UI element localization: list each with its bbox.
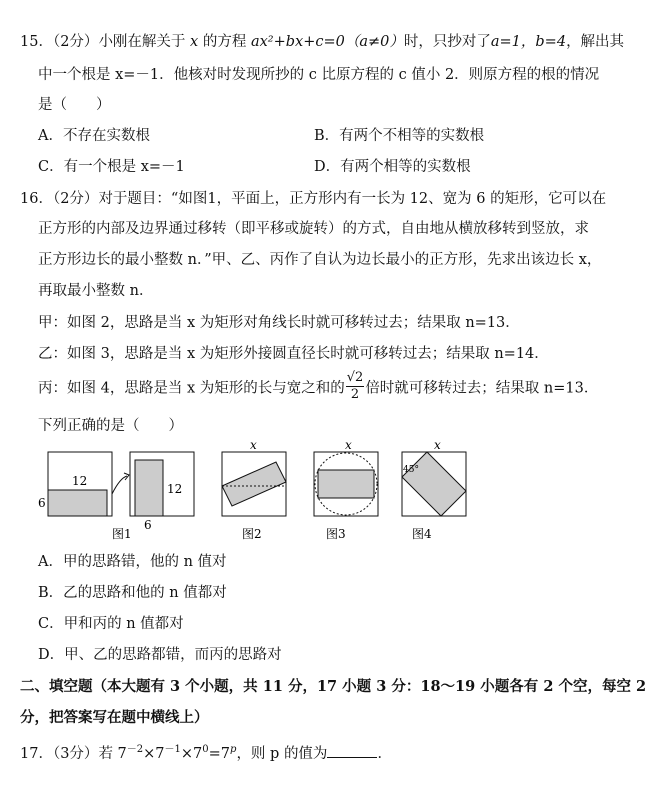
q17-sup3: 0 <box>202 744 209 755</box>
q15-text1d: ，解出其 <box>566 34 625 50</box>
section2-heading-line1: 二、填空题（本大题有 3 个小题，共 11 分，17 小题 3 分：18～19 小题各有 2 个空，每空 2 <box>20 678 646 695</box>
q17-line <box>20 740 392 764</box>
q15-option-c: C．有一个根是 x=－1 <box>38 159 185 175</box>
fig1-rect-vertical <box>135 460 163 516</box>
q15-option-d: D．有两个相等的实数根 <box>314 159 471 175</box>
q15-equation: ax²+bx+c=0（a≠0） <box>250 34 404 50</box>
fig2-label-x: x <box>250 438 257 452</box>
q16-option-c: C．甲和丙的 n 值都对 <box>38 616 184 632</box>
fig3-label-x: x <box>345 438 352 452</box>
q16-score: （2分） <box>52 191 99 207</box>
q15-option-b: B．有两个不相等的实数根 <box>314 128 485 144</box>
q16-option-a: A．甲的思路错，他的 n 值对 <box>38 554 227 570</box>
fig4-label-angle: 45° <box>403 465 419 475</box>
q17-text-b: ×7 <box>143 745 165 762</box>
q16-option-d: D．甲、乙的思路都错，而丙的思路对 <box>38 647 282 663</box>
fig1-rect-horizontal <box>48 490 107 516</box>
q16-option-b: B．乙的思路和他的 n 值都对 <box>38 585 227 601</box>
fig2-rotated-rect <box>222 462 286 506</box>
q16-ask: 下列正确的是（ ） <box>38 418 183 434</box>
q15-score: （2分） <box>52 34 99 50</box>
fig4-label-x: x <box>434 438 441 452</box>
q17-sup4: p <box>230 744 237 755</box>
q17-sup1: －2 <box>126 744 144 755</box>
q16-jia: 甲：如图 2，思路是当 x 为矩形对角线长时就可移转过去；结果取 n=13． <box>38 315 520 331</box>
q15-number: 15． <box>20 34 53 50</box>
q16-line1 <box>20 189 606 209</box>
q16-sqrt2-over-2: $\frac{√2}{2}$ <box>346 370 364 402</box>
fig2-caption: 图2 <box>242 527 262 541</box>
q15-text1b: 的方程 <box>202 34 247 50</box>
q17-text-a: 若 7 <box>98 745 127 762</box>
q15-var-x: x <box>190 34 199 50</box>
fig3-rect <box>318 470 374 498</box>
q15-text1a: 小刚在解关于 <box>98 34 186 50</box>
q16-number: 16． <box>20 191 53 207</box>
q16-line3: 正方形边长的最小整数 n．”甲、乙、丙作了自认为边长最小的正方形，先求出该边长 x， <box>38 252 602 268</box>
q15-option-a: A．不存在实数根 <box>38 128 150 144</box>
q16-bing-a: 丙：如图 4，思路是当 x 为矩形的长与宽之和的 <box>38 380 345 397</box>
q16-figures <box>0 438 605 548</box>
q17-sup2: －1 <box>164 744 181 755</box>
fig1-label-6-left: 6 <box>38 496 46 510</box>
q16-bing <box>38 372 598 405</box>
q16-sqrt-radicand: 2 <box>355 370 364 385</box>
q17-text-c: ×7 <box>180 745 203 762</box>
fig3-caption: 图3 <box>326 527 346 541</box>
q16-line2: 正方形的内部及边界通过移转（即平移或旋转）的方式，自由地从横放移转到竖放，求 <box>38 221 589 237</box>
fig1-rotate-arrow <box>112 476 127 494</box>
q16-fraction-den: 2 <box>350 387 360 402</box>
fig1-label-12-top: 12 <box>72 474 88 488</box>
q17-score: （3分） <box>52 745 99 762</box>
fig1-label-6-bottom: 6 <box>144 518 152 532</box>
fig4-rotated-rect <box>402 452 466 516</box>
q15-line1 <box>20 32 624 52</box>
q17-text-d: =7 <box>208 745 231 762</box>
q17-number: 17． <box>20 745 53 762</box>
q16-line1-text: 对于题目：“如图1，平面上，正方形内有一长为 12、宽为 6 的矩形，它可以在 <box>98 191 607 207</box>
fig1-caption: 图1 <box>112 527 132 541</box>
q17-text-f: ． <box>377 745 392 762</box>
fig1-label-12-right: 12 <box>167 482 183 496</box>
section2-heading-line2: 分，把答案写在题中横线上） <box>20 709 209 726</box>
q16-bing-b: 倍时就可移转过去；结果取 n=13． <box>365 380 599 397</box>
q16-yi: 乙：如图 3，思路是当 x 为矩形外接圆直径长时就可移转过去；结果取 n=14． <box>38 346 549 362</box>
q17-text-e: ，则 p 的值为 <box>236 745 328 762</box>
q15-line2: 中一个根是 x=－1．他核对时发现所抄的 c 比原方程的 c 值小 2．则原方程的根的情况 <box>38 67 600 83</box>
q16-line4: 再取最小整数 n． <box>38 283 154 299</box>
fig4-caption: 图4 <box>412 527 432 541</box>
q17-answer-blank[interactable] <box>327 743 377 758</box>
q15-text1c: 时，只抄对了 <box>403 34 491 50</box>
q15-ab-values: a=1，b=4 <box>490 34 567 50</box>
q15-line3: 是（ ） <box>38 97 111 113</box>
